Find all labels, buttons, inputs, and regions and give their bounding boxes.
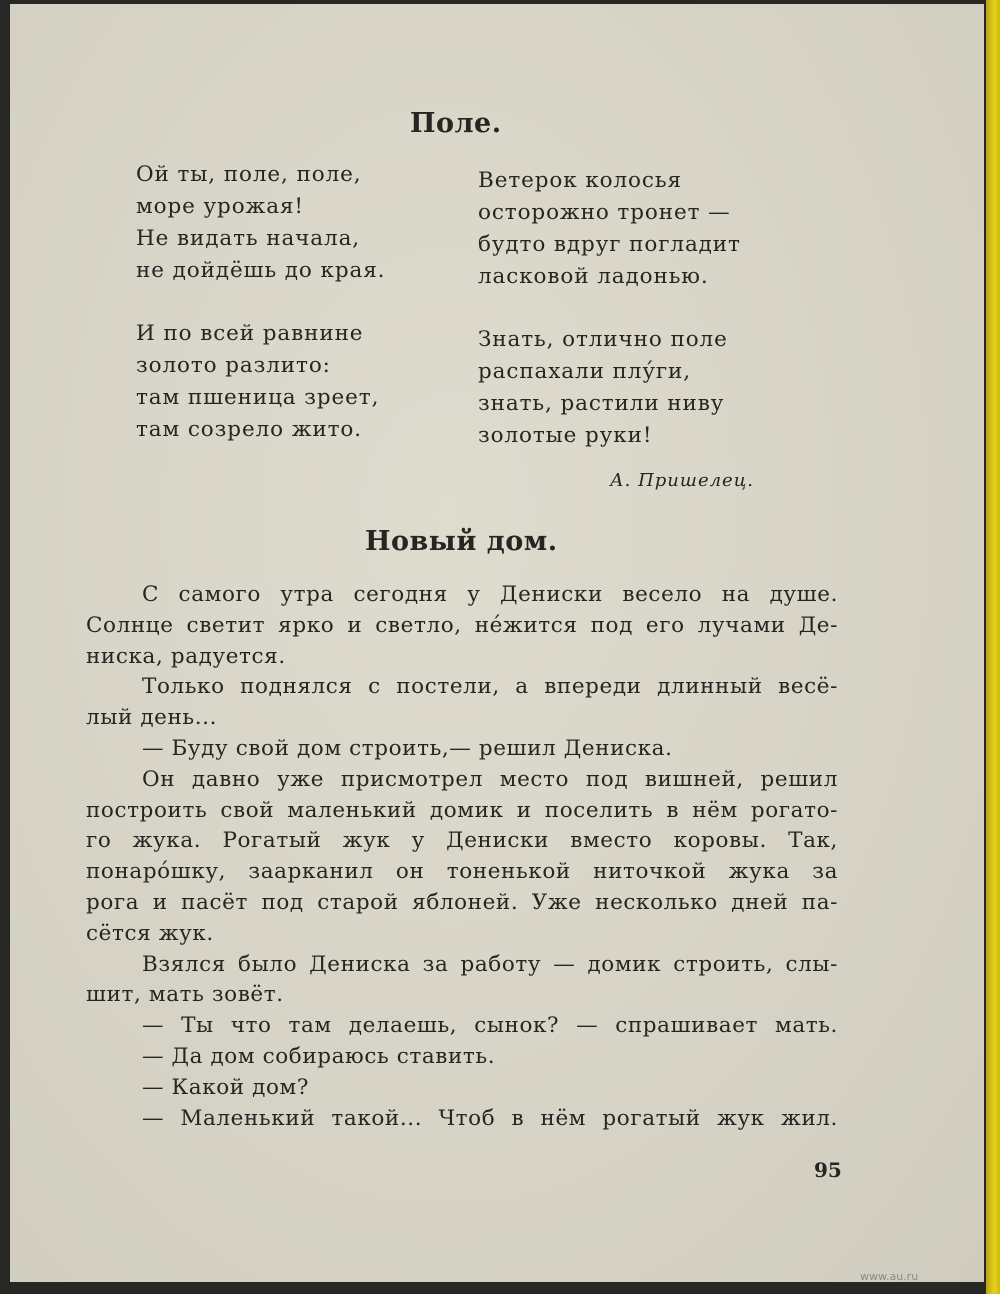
poem-stanza [478,165,741,293]
poem-line: Ой ты, поле, поле, [136,162,362,187]
poem-author: А. Пришелец. [610,470,754,491]
poem-line: не дойдёшь до края. [136,258,386,283]
poem-line: Ветерок колосья [478,168,682,193]
poem-title: Поле. [410,108,502,139]
poem-line: золотые руки! [478,423,653,448]
poem-line: И по всей равнине [136,321,364,346]
story-line: построить свой маленький домик и поселить в нём рогато- [86,797,838,823]
poem-line: море урожая! [136,194,304,219]
poem-line: Знать, отлично поле [478,327,728,352]
story-line: Он давно уже присмотрел место под вишней, решил [142,766,838,792]
poem-line: там созрело жито. [136,417,362,442]
poem-line: золото разлито: [136,353,331,378]
story-line: — Какой дом? [142,1074,309,1100]
poem-line: Не видать начала, [136,226,361,251]
story-title: Новый дом. [365,526,558,557]
story-line: — Буду свой дом строить,— решил Дениска. [142,735,673,761]
story-line: — Да дом собираюсь ставить. [142,1043,496,1069]
poem-stanza [478,324,728,452]
poem-line: там пшеница зреет, [136,385,380,410]
story-line: С самого утра сегодня у Дениски весело на душе. [142,582,838,607]
story-line: шит, мать зовёт. [86,982,284,1008]
book-page [10,4,984,1282]
story-line: сётся жук. [86,920,214,946]
story-line: лый день... [86,705,218,731]
story-line: Только поднялся с постели, а впереди длинный весё- [142,674,838,700]
poem-line: ласковой ладонью. [478,264,709,289]
story-line: — Маленький такой... Чтоб в нём рогатый жук жил. [142,1105,838,1131]
poem-line: осторожно тронет — [478,200,731,225]
story-line: — Ты что там делаешь, сынок? — спрашивает мать. [142,1013,838,1039]
poem-line: распахали плу́ги, [478,359,692,384]
story-line: го жука. Рогатый жук у Дениски вместо коровы. Так, [86,828,838,854]
poem-stanza [136,159,385,287]
poem-stanza [136,318,379,446]
story-line: рога и пасёт под старой яблоней. Уже несколько дней па- [86,889,838,915]
page-number: 95 [814,1158,842,1182]
book-cover-edge [986,0,1000,1294]
story-line: ниска, радуется. [86,643,286,669]
poem-line: будто вдруг погладит [478,232,741,257]
story-line: Солнце светит ярко и светло, не́жится под его лучами Де- [86,612,838,638]
story-text [86,580,838,1134]
story-line: понаро́шку, заарканил он тоненькой ниточкой жука за [86,859,838,885]
watermark: www.au.ru [860,1270,919,1283]
poem-line: знать, растили ниву [478,391,725,416]
story-line: Взялся было Дениска за работу — домик строить, слы- [142,951,838,977]
